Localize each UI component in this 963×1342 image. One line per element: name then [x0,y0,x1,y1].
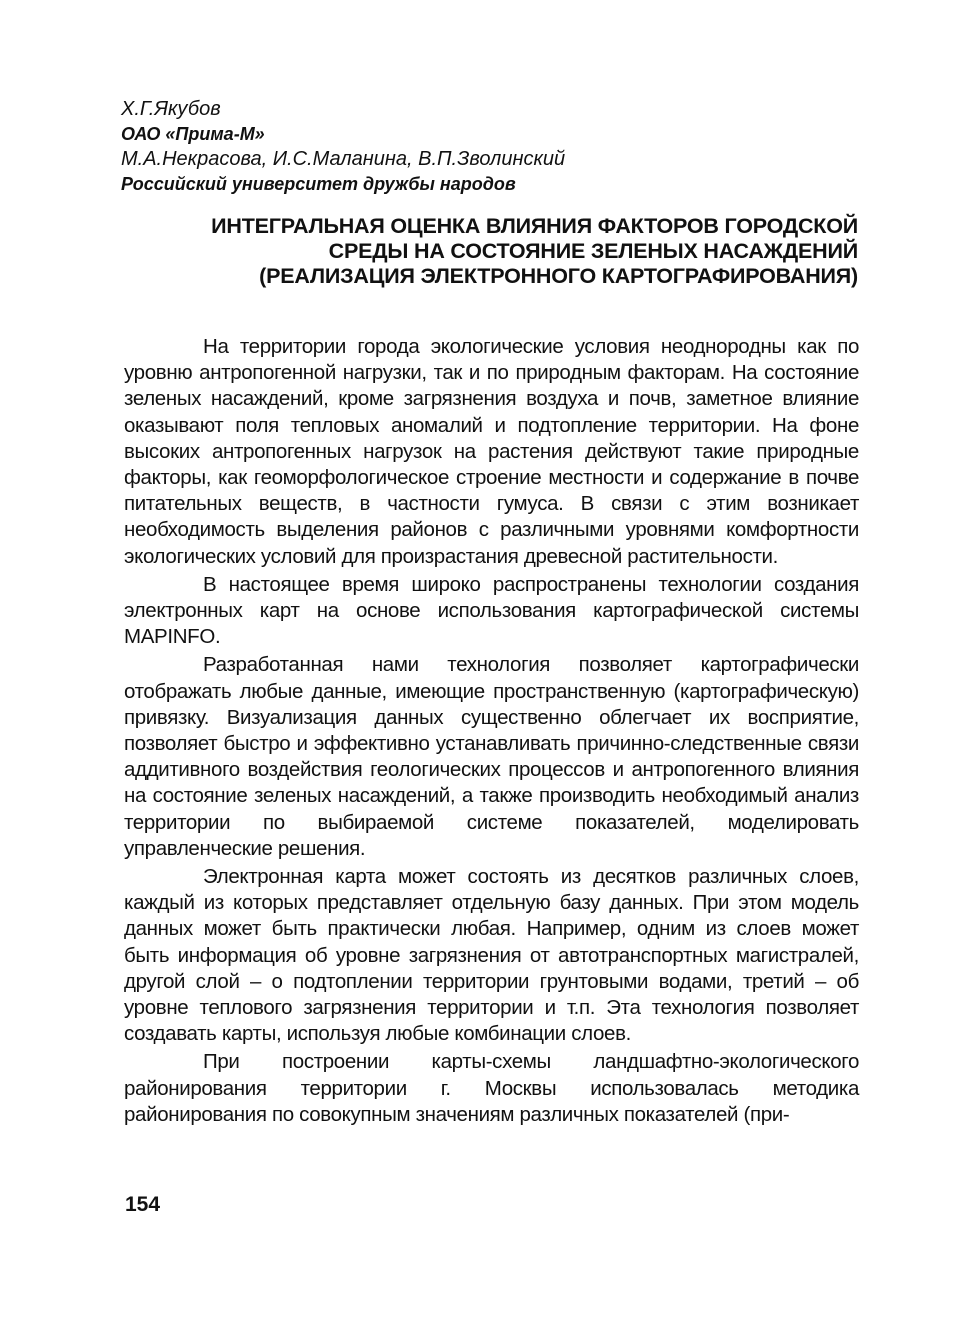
title-line: СРЕДЫ НА СОСТОЯНИЕ ЗЕЛЕНЫХ НАСАЖДЕНИЙ [328,239,858,263]
body-paragraph: Разработанная нами технология позволяет картографически отображать любые данные, имеющие пространственную (картографическую) привязку. Визуализация данных существенно облегчает их восприятие, позволяет быстро и эффективно устанавливать причинно-следственные связи аддитивного воздействия геологических процессов и антропогенного влияния на состояние зеленых насаждений, а также производить необходимый анализ территории по выбираемой системе показателей, моделировать управленческие решения. [124,653,859,860]
title-line: (РЕАЛИЗАЦИЯ ЭЛЕКТРОННОГО КАРТОГРАФИРОВАНИЯ) [259,264,858,288]
author-block [121,97,821,197]
title-line: ИНТЕГРАЛЬНАЯ ОЦЕНКА ВЛИЯНИЯ ФАКТОРОВ ГОРОДСКОЙ [211,214,858,238]
body-paragraph: В настоящее время широко распространены технологии создания электронных карт на основе использования картографической системы MAPINFO. [124,572,859,649]
body-paragraph: При построении карты-схемы ландшафтно-экологического районирования территории г. Москвы использовалась методика районирования по совокупным значениям различных показателей (при- [124,1050,859,1126]
article-body [124,334,859,1128]
author-affiliation: ОАО «Прима-М» [121,124,265,144]
author-affiliation: Российский университет дружбы народов [121,174,516,194]
author-name: Х.Г.Якубов [121,98,221,120]
page-number: 154 [125,1193,161,1216]
body-paragraph: Электронная карта может состоять из десятков различных слоев, каждый из которых представляет отдельную базу данных. При этом модель данных может быть практически любая. Например, одним из слоев может быть информация об уровне загрязнения от автотранспортных магистралей, другой слой – о подтоплении территории грунтовыми водами, третий – об уровне теплового загрязнения территории и т.п. Эта технология позволяет создавать карты, используя любые комбинации слоев. [124,865,859,1046]
article-title [120,214,858,289]
body-paragraph: На территории города экологические условия неоднородны как по уровню антропогенной нагрузки, так и по природным факторам. На состояние зеленых насаждений, кроме загрязнения воздуха и почв, заметное влияние оказывают поля тепловых аномалий и подтопление территории. На фоне высоких антропогенных нагрузок на растения действуют такие природные факторы, как геоморфологическое строение местности и содержание в почве питательных веществ, в частности гумуса. В связи с этим возникает необходимость выделения районов с различными уровнями комфортности экологических условий для произрастания древесной растительности. [124,335,859,568]
author-names: М.А.Некрасова, И.С.Маланина, В.П.Зволинский [121,148,566,170]
